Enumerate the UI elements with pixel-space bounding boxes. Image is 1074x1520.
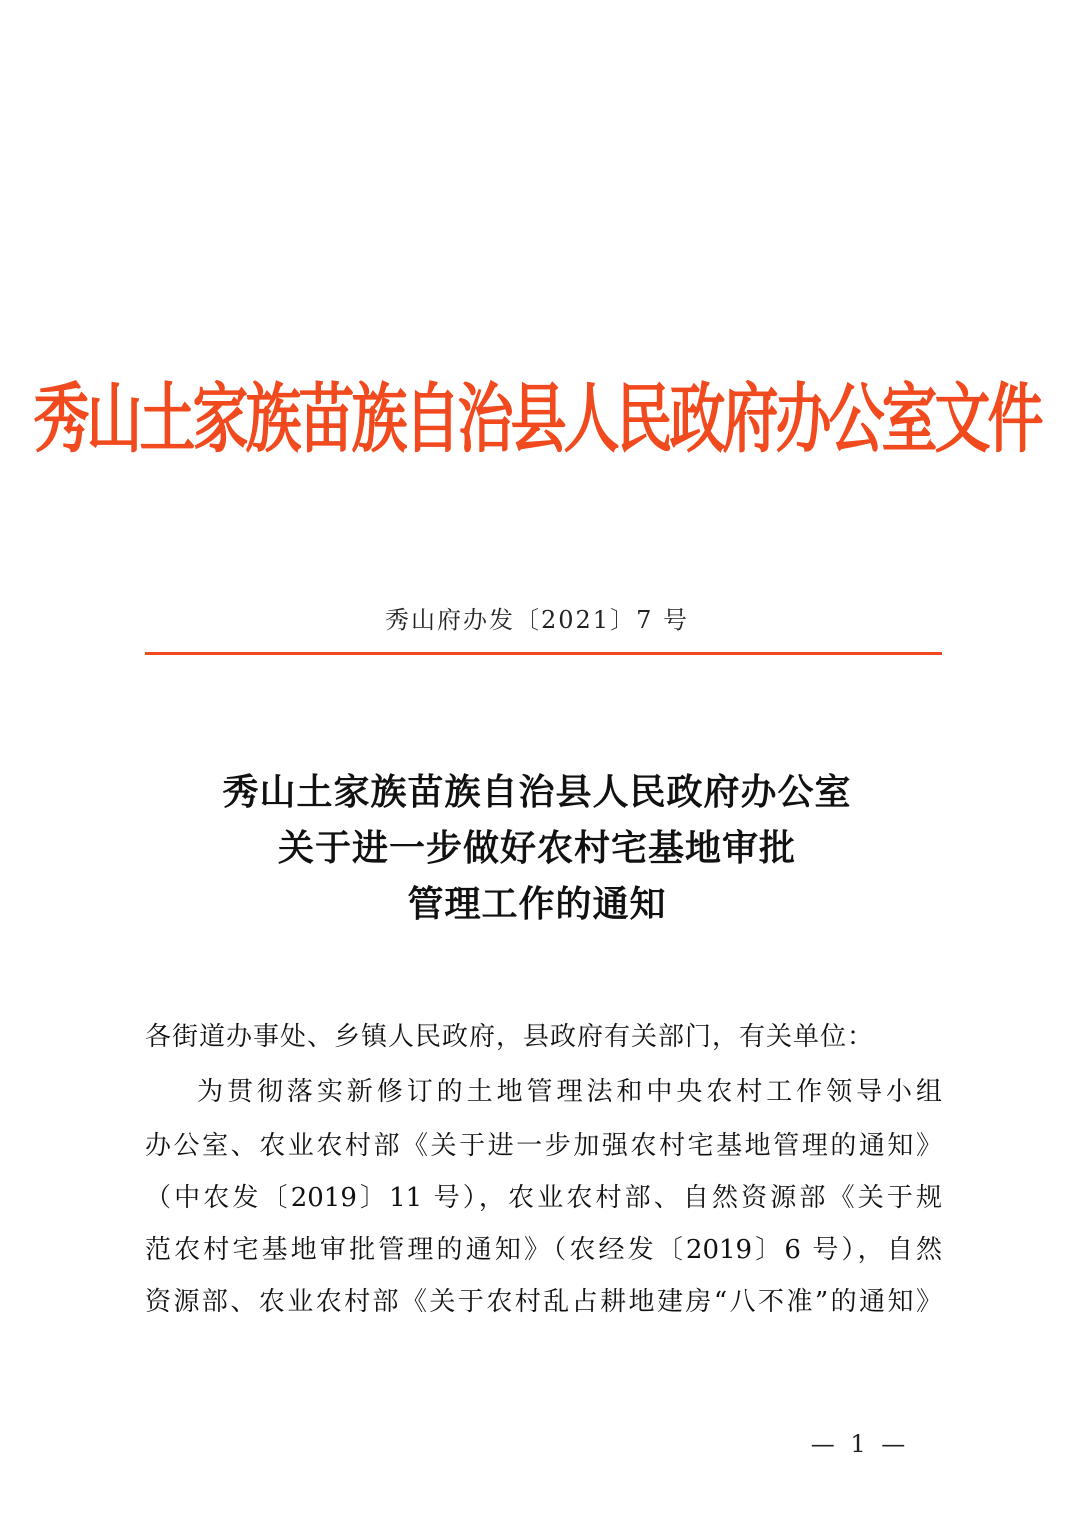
document-number: 秀山府办发〔2021〕7 号 [385,606,689,634]
page-number: — 1 — [810,1430,910,1458]
document-title [0,765,1074,933]
body-line-3: （中农发〔2019〕11 号），农业农村部、自然资源部《关于规 [145,1183,942,1213]
red-separator-line [145,652,942,655]
body-line-1: 为贯彻落实新修订的土地管理法和中央农村工作领导小组 [197,1077,942,1107]
title-line-3: 管理工作的通知 [407,884,667,925]
body-line-5: 资源部、农业农村部《关于农村乱占耕地建房“八不准”的通知》 [145,1287,942,1317]
salutation: 各街道办事处、乡镇人民政府，县政府有关部门，有关单位： [145,1022,875,1052]
body-line-2: 办公室、农业农村部《关于进一步加强农村宅基地管理的通知》 [145,1131,942,1161]
title-line-1: 秀山土家族苗族自治县人民政府办公室 [222,772,852,813]
body-line-4: 范农村宅基地审批管理的通知》（农经发〔2019〕6 号），自然 [145,1235,942,1265]
issuer-red-header: 秀山土家族苗族自治县人民政府办公室文件 [33,376,1041,464]
title-line-2: 关于进一步做好农村宅基地审批 [277,828,796,869]
